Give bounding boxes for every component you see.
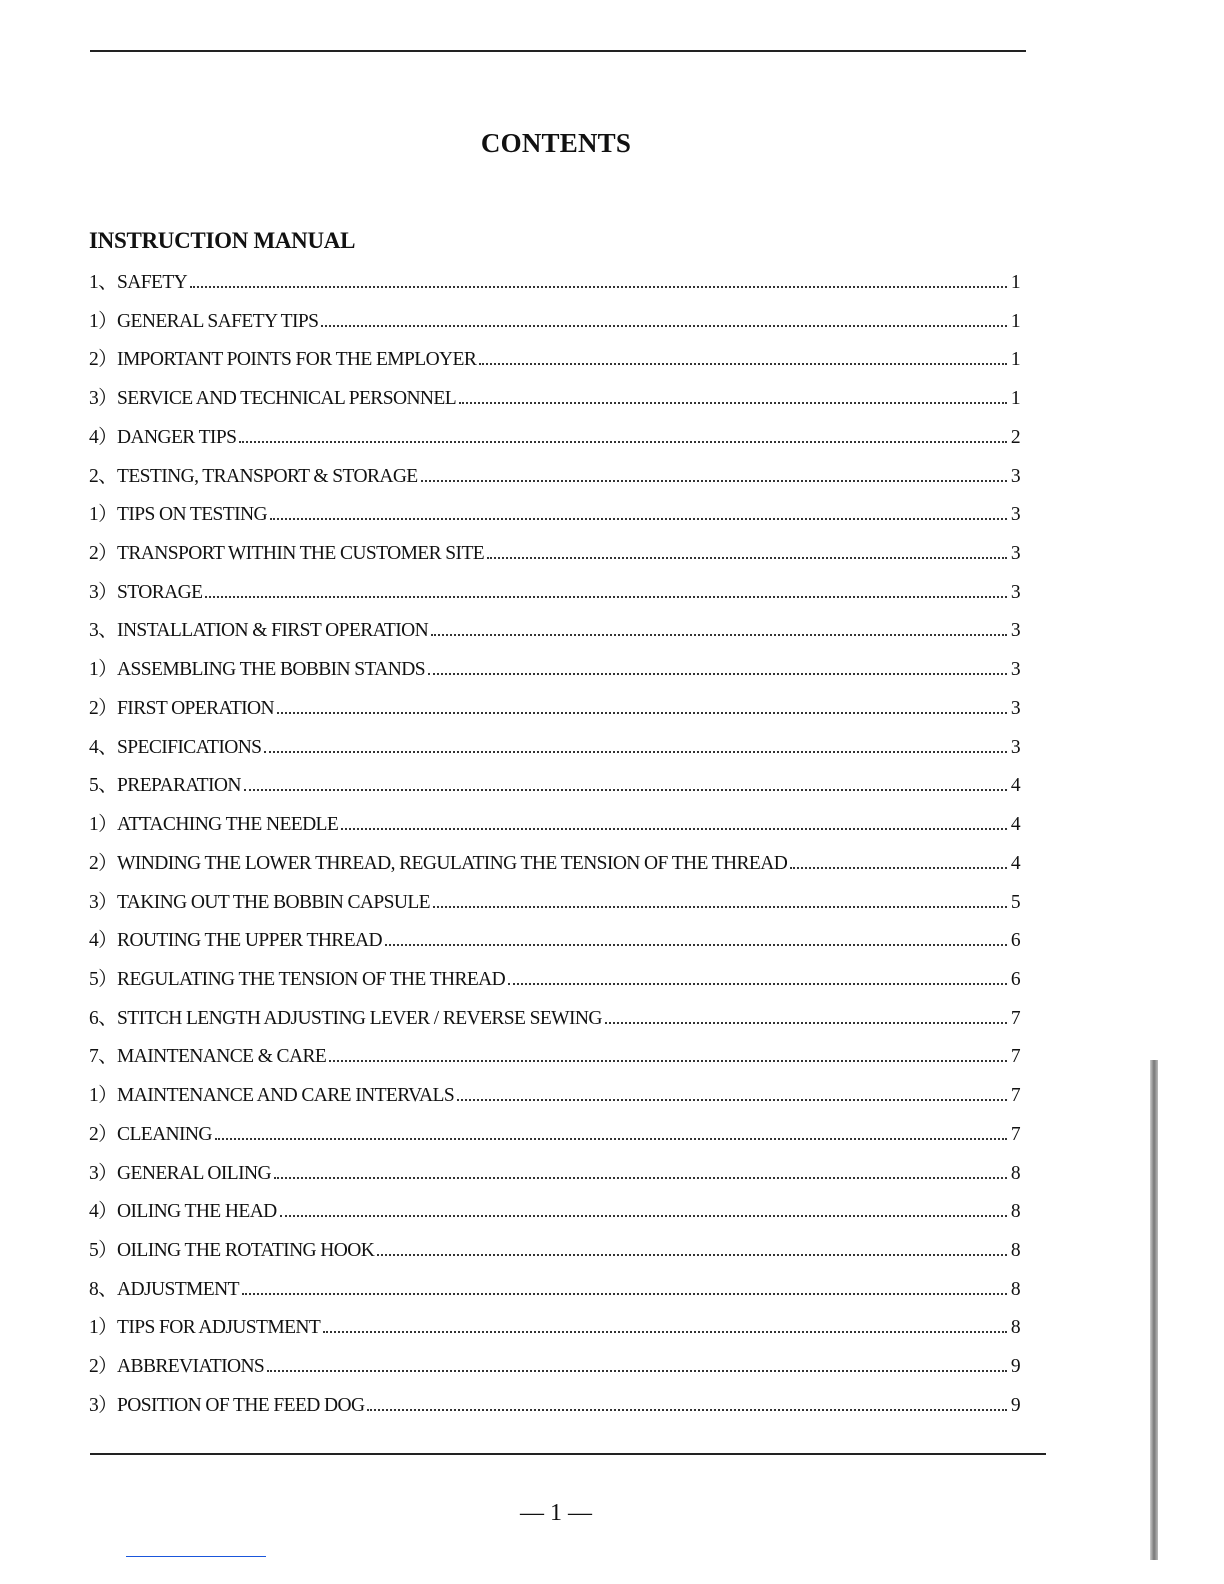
toc-entry-label: 3）GENERAL OILING <box>89 1162 271 1184</box>
dot-leader <box>487 557 1007 559</box>
toc-entry-page-number: 1 <box>1010 388 1020 410</box>
toc-entry-page-number: 1 <box>1010 310 1020 332</box>
toc-entry[interactable] <box>89 1195 1020 1234</box>
dot-leader <box>323 1331 1007 1333</box>
toc-entry-page-number: 1 <box>1010 349 1020 371</box>
dot-leader <box>274 1177 1007 1179</box>
toc-entry-label: 2）ABBREVIATIONS <box>89 1356 265 1378</box>
toc-entry-label: 2）CLEANING <box>89 1123 212 1145</box>
toc-entry-page-number: 4 <box>1010 814 1020 836</box>
toc-entry[interactable] <box>89 343 1020 382</box>
toc-entry[interactable] <box>89 305 1020 344</box>
dot-leader <box>205 596 1007 598</box>
toc-entry-label: 5）REGULATING THE TENSION OF THE THREAD <box>89 968 506 990</box>
toc-entry[interactable] <box>89 537 1020 576</box>
toc-entry[interactable] <box>89 1157 1020 1196</box>
toc-entry-page-number: 9 <box>1010 1394 1020 1416</box>
toc-entry-page-number: 7 <box>1010 1046 1020 1068</box>
toc-entry[interactable] <box>89 614 1020 653</box>
toc-entry-label: 1、SAFETY <box>89 272 188 293</box>
toc-entry[interactable] <box>89 847 1020 886</box>
toc-entry-page-number: 7 <box>1010 1007 1020 1029</box>
toc-entry-label: 5、PREPARATION <box>89 775 241 797</box>
toc-entry-label: 4、SPECIFICATIONS <box>89 736 262 758</box>
toc-entry-label: 4）DANGER TIPS <box>89 426 237 448</box>
toc-entry-label: 2、TESTING, TRANSPORT & STORAGE <box>89 465 418 487</box>
toc-entry-page-number: 1 <box>1010 272 1020 293</box>
dot-leader <box>508 983 1007 985</box>
dot-leader <box>239 441 1007 443</box>
toc-entry-label: 1）GENERAL SAFETY TIPS <box>89 310 319 332</box>
toc-entry[interactable] <box>89 731 1020 770</box>
toc-entry-page-number: 6 <box>1010 930 1020 952</box>
toc-entry[interactable] <box>89 1234 1020 1273</box>
toc-entry-label: 1）TIPS ON TESTING <box>89 504 267 526</box>
toc-entry[interactable] <box>89 963 1020 1002</box>
toc-entry-page-number: 9 <box>1010 1356 1020 1378</box>
toc-entry-label: 2）IMPORTANT POINTS FOR THE EMPLOYER <box>89 349 477 371</box>
dot-leader <box>190 286 1007 288</box>
table-of-contents <box>89 266 1020 1428</box>
dot-leader <box>280 1215 1007 1217</box>
toc-entry-page-number: 7 <box>1010 1123 1020 1145</box>
dot-leader <box>431 634 1007 636</box>
toc-entry[interactable] <box>89 498 1020 537</box>
toc-entry-label: 2）FIRST OPERATION <box>89 697 275 719</box>
toc-entry-page-number: 7 <box>1010 1085 1020 1107</box>
toc-entry[interactable] <box>89 1118 1020 1157</box>
toc-entry[interactable] <box>89 1040 1020 1079</box>
dot-leader <box>367 1409 1007 1411</box>
dot-leader <box>428 673 1007 675</box>
page-number: — 1 — <box>520 1500 592 1526</box>
toc-entry-label: 2）TRANSPORT WITHIN THE CUSTOMER SITE <box>89 543 485 565</box>
toc-entry-label: 1）ATTACHING THE NEEDLE <box>89 814 339 836</box>
toc-entry-page-number: 3 <box>1010 659 1020 681</box>
toc-entry-label: 5）OILING THE ROTATING HOOK <box>89 1239 375 1261</box>
section-heading: INSTRUCTION MANUAL <box>89 228 356 253</box>
scanned-page-edge <box>1150 1060 1158 1560</box>
toc-entry-page-number: 4 <box>1010 852 1020 874</box>
dot-leader <box>421 480 1007 482</box>
toc-entry-page-number: 3 <box>1010 543 1020 565</box>
dot-leader <box>242 1293 1007 1295</box>
toc-entry-page-number: 8 <box>1010 1239 1020 1261</box>
toc-entry-label: 3）SERVICE AND TECHNICAL PERSONNEL <box>89 388 457 410</box>
toc-entry[interactable] <box>89 460 1020 499</box>
dot-leader <box>377 1254 1007 1256</box>
dot-leader <box>264 751 1007 753</box>
toc-entry-label: 8、ADJUSTMENT <box>89 1278 239 1300</box>
toc-entry-page-number: 3 <box>1010 736 1020 758</box>
dot-leader <box>790 867 1007 869</box>
toc-entry-page-number: 3 <box>1010 465 1020 487</box>
dot-leader <box>459 402 1007 404</box>
toc-entry[interactable] <box>89 924 1020 963</box>
top-rule <box>90 50 1026 52</box>
dot-leader <box>457 1099 1007 1101</box>
dot-leader <box>385 944 1007 946</box>
dot-leader <box>215 1138 1007 1140</box>
toc-entry-label: 4）OILING THE HEAD <box>89 1201 277 1223</box>
toc-entry[interactable] <box>89 266 1020 305</box>
toc-entry[interactable] <box>89 1311 1020 1350</box>
toc-entry-page-number: 3 <box>1010 697 1020 719</box>
toc-entry-label: 3、INSTALLATION & FIRST OPERATION <box>89 620 429 642</box>
toc-entry-label: 4）ROUTING THE UPPER THREAD <box>89 930 382 952</box>
toc-entry-label: 6、STITCH LENGTH ADJUSTING LEVER / REVERSE SEWING <box>89 1007 602 1029</box>
toc-entry-page-number: 8 <box>1010 1278 1020 1300</box>
toc-entry-label: 1）TIPS FOR ADJUSTMENT <box>89 1317 321 1339</box>
dot-leader <box>267 1370 1007 1372</box>
toc-entry-page-number: 3 <box>1010 504 1020 526</box>
toc-entry[interactable] <box>89 1273 1020 1312</box>
toc-entry-page-number: 5 <box>1010 891 1020 913</box>
toc-entry-label: 3）STORAGE <box>89 581 203 603</box>
toc-entry[interactable] <box>89 1389 1020 1428</box>
page-title: CONTENTS <box>480 128 632 158</box>
toc-entry[interactable] <box>89 421 1020 460</box>
toc-entry[interactable] <box>89 653 1020 692</box>
dot-leader <box>270 518 1007 520</box>
toc-entry[interactable] <box>89 1002 1020 1041</box>
toc-entry[interactable] <box>89 692 1020 731</box>
dot-leader <box>277 712 1007 714</box>
toc-entry[interactable] <box>89 769 1020 808</box>
toc-entry-label: 2）WINDING THE LOWER THREAD, REGULATING THE TENSION OF THE THREAD <box>89 852 788 874</box>
toc-entry-page-number: 8 <box>1010 1162 1020 1184</box>
toc-entry[interactable] <box>89 1079 1020 1118</box>
toc-entry-page-number: 8 <box>1010 1201 1020 1223</box>
toc-entry-label: 1）MAINTENANCE AND CARE INTERVALS <box>89 1085 455 1107</box>
toc-entry-page-number: 6 <box>1010 968 1020 990</box>
dot-leader <box>341 828 1007 830</box>
dot-leader <box>605 1022 1007 1024</box>
toc-entry-label: 7、MAINTENANCE & CARE <box>89 1046 327 1068</box>
toc-entry[interactable] <box>89 886 1020 925</box>
toc-entry[interactable] <box>89 1350 1020 1389</box>
dot-leader <box>321 325 1007 327</box>
dot-leader <box>244 789 1007 791</box>
dot-leader <box>433 906 1007 908</box>
toc-entry[interactable] <box>89 576 1020 615</box>
toc-entry-label: 3）TAKING OUT THE BOBBIN CAPSULE <box>89 891 430 913</box>
toc-entry-page-number: 8 <box>1010 1317 1020 1339</box>
toc-entry[interactable] <box>89 808 1020 847</box>
bottom-rule <box>90 1453 1046 1455</box>
toc-entry-page-number: 3 <box>1010 620 1020 642</box>
toc-entry-label: 3）POSITION OF THE FEED DOG <box>89 1394 365 1416</box>
toc-entry-page-number: 3 <box>1010 581 1020 603</box>
toc-entry-label: 1）ASSEMBLING THE BOBBIN STANDS <box>89 659 425 681</box>
link-underline <box>126 1556 266 1557</box>
dot-leader <box>329 1060 1007 1062</box>
dot-leader <box>479 363 1007 365</box>
toc-entry-page-number: 4 <box>1010 775 1020 797</box>
toc-entry-page-number: 2 <box>1010 426 1020 448</box>
toc-entry[interactable] <box>89 382 1020 421</box>
